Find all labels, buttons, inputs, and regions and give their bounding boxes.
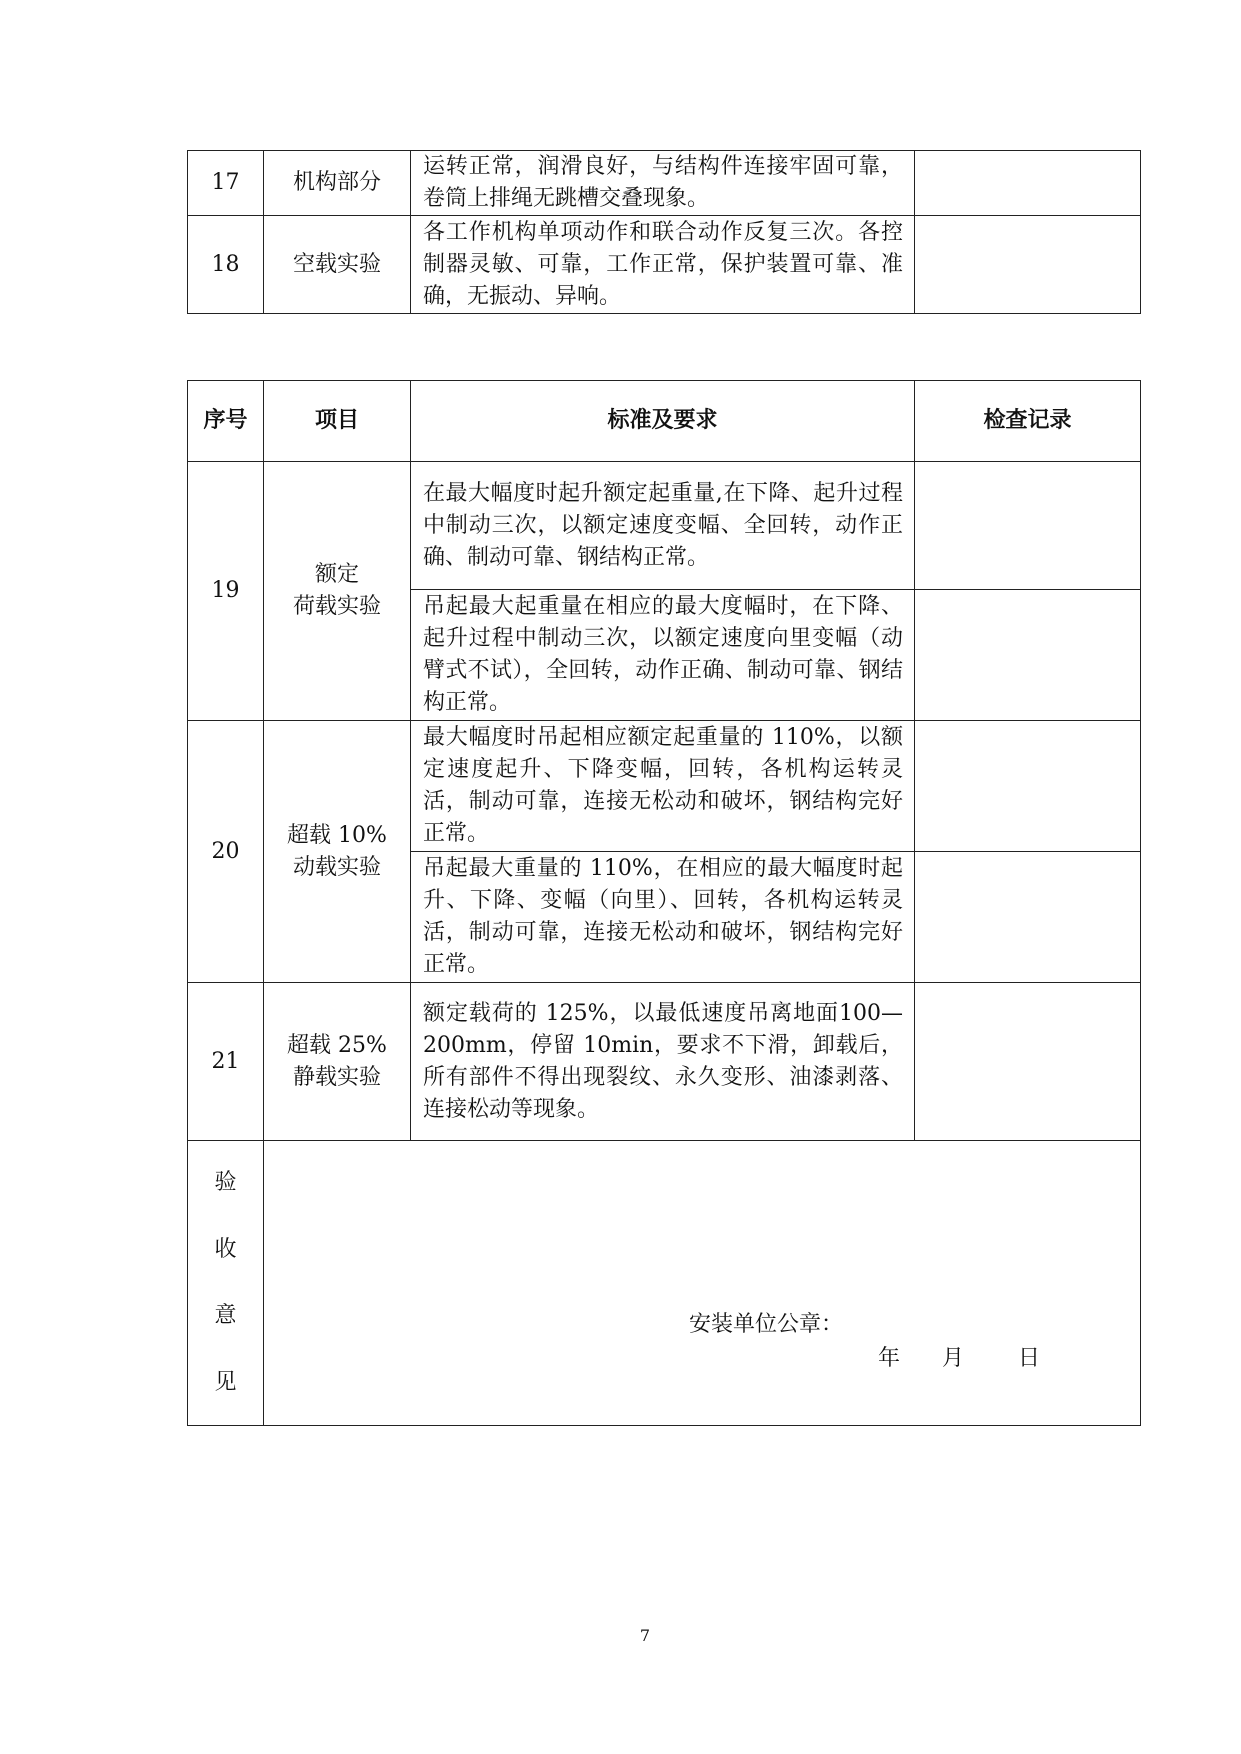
standard-text-content: 各工作机构单项动作和联合动作反复三次。各控制器灵敏、可靠，工作正常，保护装置可靠、准确，无振动、异响。 (423, 219, 903, 309)
date-line (878, 1343, 1040, 1375)
standard-text-content: 吊起最大起重量在相应的最大度幅时，在下降、起升过程中制动三次，以额定速度向里变幅（动臂式不试），全回转，动作正确、制动可靠、钢结构正常。 (423, 594, 903, 715)
header-record: 检查记录 (915, 381, 1141, 462)
item-name-line2: 静载实验 (292, 1064, 381, 1090)
page-number: 7 (639, 1626, 651, 1645)
standard-text-content: 吊起最大重量的 110%，在相应的最大幅度时起升、下降、变幅（向里）、回转，各机构运转灵活，制动可靠，连接无松动和破坏，钢结构完好正常。 (423, 856, 903, 977)
standard-text (411, 983, 915, 1141)
header-no: 序号 (188, 381, 264, 462)
standard-text-content: 在最大幅度时起升额定起重量,在下降、起升过程中制动三次，以额定速度变幅、全回转，动作正确、制动可靠、钢结构正常。 (423, 480, 903, 570)
acceptance-row (188, 1141, 1141, 1426)
record-cell[interactable] (915, 590, 1141, 721)
standard-text (411, 462, 915, 590)
table-row (188, 983, 1141, 1141)
table-row (188, 721, 1141, 852)
standard-text-content: 最大幅度时吊起相应额定起重量的 110%，以额定速度起升、下降变幅，回转，各机构运转灵活，制动可靠，连接无松动和破坏，钢结构完好正常。 (423, 725, 903, 846)
item-name: 空载实验 (264, 216, 411, 314)
date-year-label: 年 (878, 1346, 901, 1371)
table-row (188, 151, 1141, 216)
acceptance-opinion-cell[interactable] (264, 1141, 1141, 1426)
date-month-label: 月 (942, 1346, 965, 1371)
acceptance-label-char: 意 (214, 1303, 237, 1329)
acceptance-label (188, 1141, 264, 1426)
record-cell[interactable] (915, 721, 1141, 852)
date-day-label: 日 (1018, 1346, 1041, 1371)
record-cell[interactable] (915, 151, 1141, 216)
item-name-line1: 额定 (314, 562, 359, 587)
item-name-line2: 荷载实验 (292, 594, 381, 619)
table-row (188, 216, 1141, 314)
standard-text (411, 151, 915, 216)
acceptance-label-char: 验 (214, 1170, 237, 1195)
item-name-line2: 动载实验 (292, 854, 381, 880)
standard-text (411, 852, 915, 983)
record-cell[interactable] (915, 983, 1141, 1141)
standard-text (411, 216, 915, 314)
table-row (188, 462, 1141, 590)
standard-text (411, 590, 915, 721)
item-name (264, 721, 411, 983)
row-number: 21 (188, 983, 264, 1141)
item-name (264, 983, 411, 1141)
standard-text-content: 运转正常，润滑良好，与结构件连接牢固可靠，卷筒上排绳无跳槽交叠现象。 (423, 154, 903, 211)
row-number: 18 (188, 216, 264, 314)
acceptance-label-char: 收 (214, 1236, 237, 1262)
row-number: 20 (188, 721, 264, 983)
standard-text-content: 额定载荷的 125%，以最低速度吊离地面100—200mm，停留 10min，要求不下滑，卸载后，所有部件不得出现裂纹、永久变形、油漆剥落、连接松动等现象。 (423, 1000, 903, 1122)
inspection-table-continued (187, 150, 1141, 314)
record-cell[interactable] (915, 462, 1141, 590)
installer-seal-label: 安装单位公章： (689, 1312, 844, 1337)
header-item: 项目 (264, 381, 411, 462)
record-cell[interactable] (915, 216, 1141, 314)
item-name-line1: 超载 25% (287, 1032, 387, 1058)
item-name-line1: 超载 10% (287, 822, 387, 848)
inspection-table (187, 380, 1141, 1426)
item-name (264, 462, 411, 721)
standard-text (411, 721, 915, 852)
row-number: 19 (188, 462, 264, 721)
row-number: 17 (188, 151, 264, 216)
acceptance-label-char: 见 (214, 1369, 237, 1395)
header-standard: 标准及要求 (411, 381, 915, 462)
item-name: 机构部分 (264, 151, 411, 216)
record-cell[interactable] (915, 852, 1141, 983)
table-header-row (188, 381, 1141, 462)
